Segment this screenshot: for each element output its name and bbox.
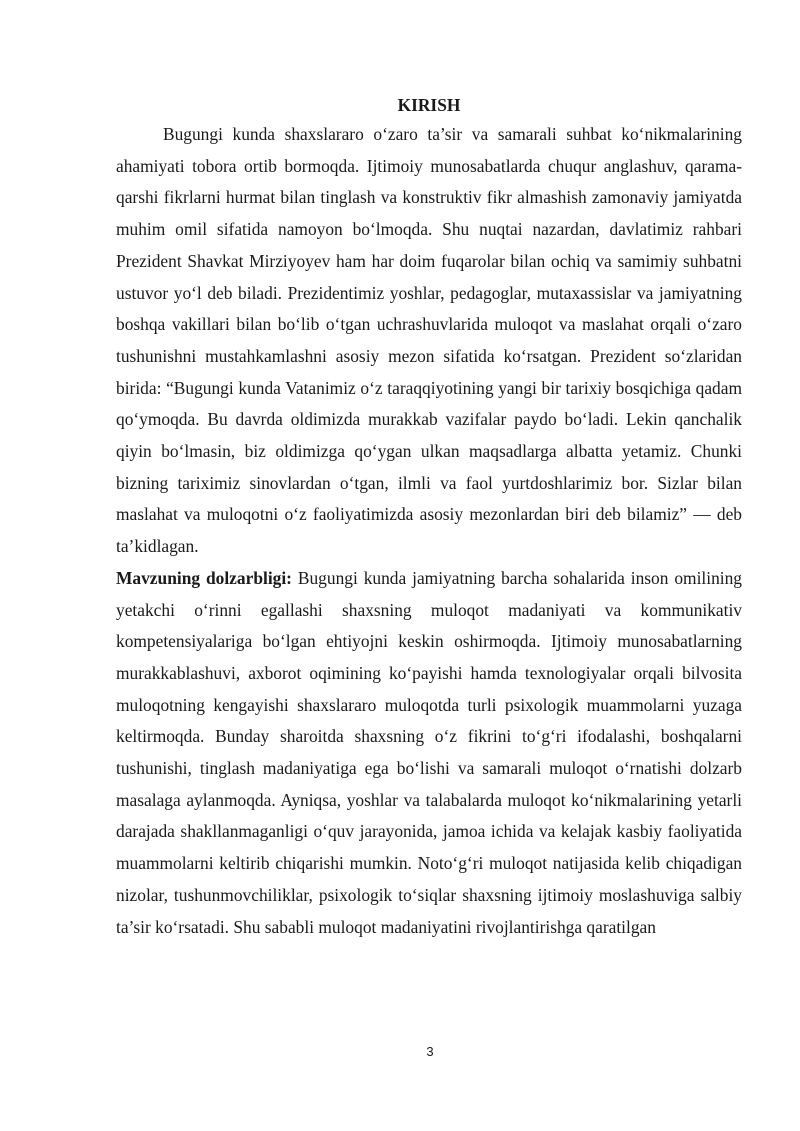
relevance-label: Mavzuning dolzarbligi:: [116, 567, 292, 588]
page-content: [116, 92, 742, 943]
section-heading: KIRISH: [397, 95, 461, 115]
relevance-paragraph: [116, 563, 742, 943]
page-number: 3: [426, 1044, 434, 1059]
intro-paragraph: Bugungi kunda shaxslararo o‘zaro ta’sir va samarali suhbat ko‘nikmalarining ahamiyati tobora ortib bormoqda. Ijtimoiy munosabatlarda chuqur anglashuv, qarama-qarshi fikrlarni hurmat bilan tinglash va konstruktiv fikr almashish zamonaviy jamiyatda muhim omil sifatida namoyon bo‘lmoqda. Shu nuqtai nazardan, davlatimiz rahbari Prezident Shavkat Mirziyoyev ham har doim fuqarolar bilan ochiq va samimiy suhbatni ustuvor yo‘l deb biladi. Prezidentimiz yoshlar, pedagoglar, mutaxassislar va jamiyatning boshqa vakillari bilan bo‘lib o‘tgan uchrashuvlarida muloqot va maslahat orqali o‘zaro tushunishni mustahkamlashni asosiy mezon sifatida ko‘rsatgan. Prezident so‘zlaridan birida: “Bugungi kunda Vatanimiz o‘z taraqqiyotining yangi bir tarixiy bosqichiga qadam qo‘ymoqda. Bu davrda oldimizda murakkab vazifalar paydo bo‘ladi. Lekin qanchalik qiyin bo‘lmasin, biz oldimizga qo‘ygan ulkan maqsadlarga albatta yetamiz. Chunki bizning tariximiz sinovlardan o‘tgan, ilmli va faol yurtdoshlarimiz bor. Sizlar bilan maslahat va muloqotni o‘z faoliyatimizda asosiy mezonlardan biri deb bilamiz” — deb ta’kidlagan.: [116, 124, 742, 557]
relevance-text: Bugungi kunda jamiyatning barcha sohalarida inson omilining yetakchi o‘rinni egallashi shaxsning muloqot madaniyati va kommunikativ kompetensiyalariga bo‘lgan ehtiyojni keskin oshirmoqda. Ijtimoiy munosabatlarning murakkablashuvi, axborot oqimining ko‘payishi hamda texnologiyalar orqali bilvosita muloqotning kengayishi shaxslararo muloqotda turli psixologik muammolarni yuzaga keltirmoqda. Bunday sharoitda shaxsning o‘z fikrini to‘g‘ri ifodalashi, boshqalarni tushunishi, tinglash madaniyatiga ega bo‘lishi va samarali muloqot o‘rnatishi dolzarb masalaga aylanmoqda. Ayniqsa, yoshlar va talabalarda muloqot ko‘nikmalarining yetarli darajada shakllanmaganligi o‘quv jarayonida, jamoa ichida va kelajak kasbiy faoliyatida muammolarni keltirib chiqarishi mumkin. Noto‘g‘ri muloqot natijasida kelib chiqadigan nizolar, tushunmovchiliklar, psixologik to‘siqlar shaxsning ijtimoiy moslashuviga salbiy ta’sir ko‘rsatadi. Shu sababli muloqot madaniyatini rivojlantirishga qaratilgan: [116, 567, 742, 937]
